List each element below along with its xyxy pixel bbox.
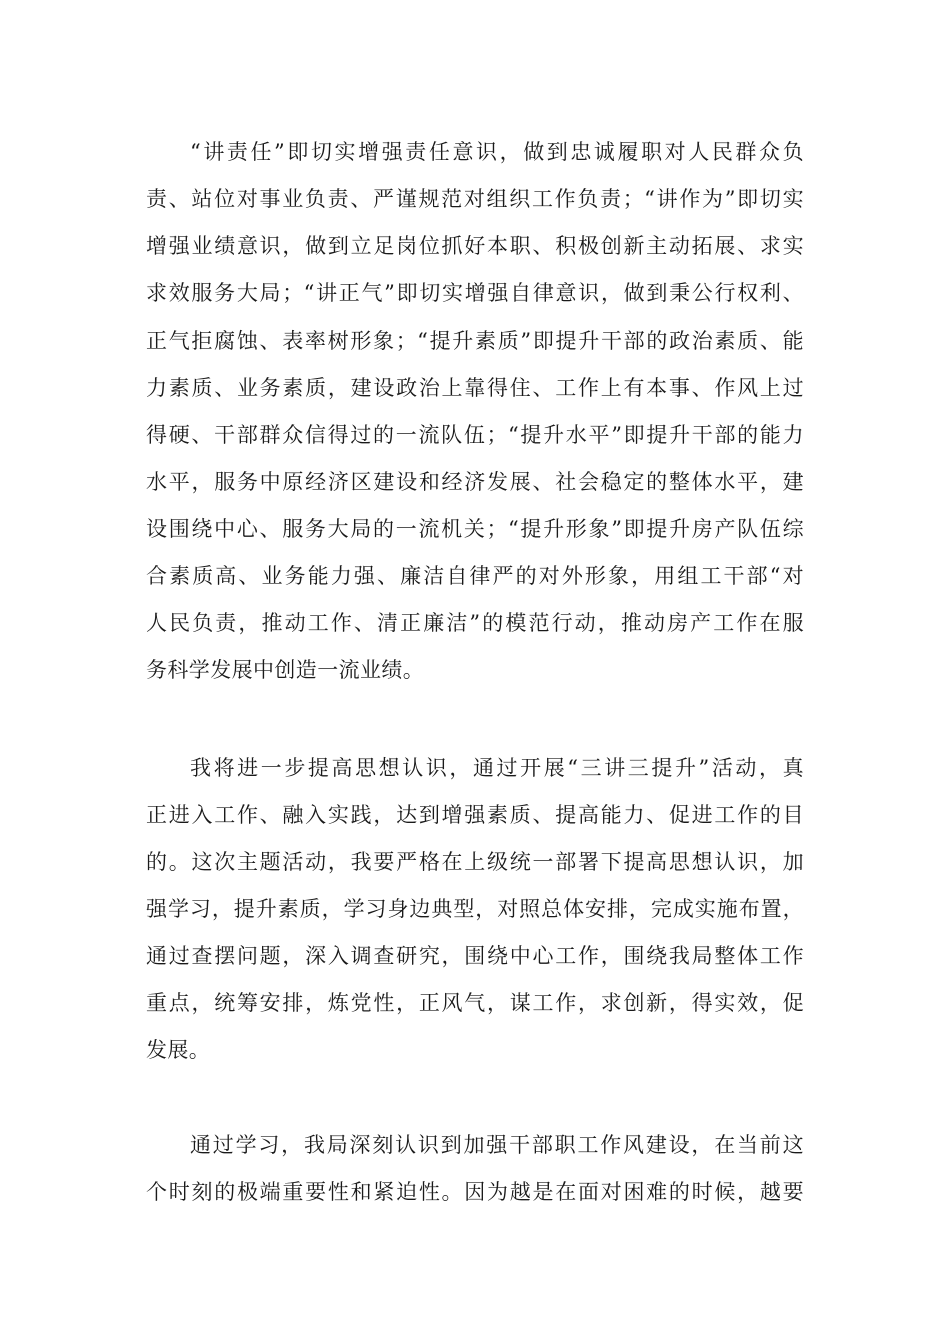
text-line: 发展。: [146, 1038, 211, 1062]
text-line: 求效服务大局；“讲正气”即切实增强自律意识，做到秉公行权利、: [146, 281, 804, 305]
text-line: 力素质、业务素质，建设政治上靠得住、工作上有本事、作风上过: [146, 376, 804, 400]
text-line: 个时刻的极端重要性和紧迫性。因为越是在面对困难的时候，越要: [146, 1180, 804, 1204]
text-line: 正进入工作、融入实践，达到增强素质、提高能力、促进工作的目: [146, 803, 804, 827]
text-line: 强学习，提升素质，学习身边典型，对照总体安排，完成实施布置，: [146, 897, 804, 921]
text-line: 正气拒腐蚀、表率树形象；“提升素质”即提升干部的政治素质、能: [146, 329, 804, 353]
text-line: 增强业绩意识，做到立足岗位抓好本职、积极创新主动拓展、求实: [146, 234, 804, 258]
text-line: 水平，服务中原经济区建设和经济发展、社会稳定的整体水平，建: [146, 470, 804, 494]
text-line: 人民负责，推动工作、清正廉洁”的模范行动，推动房产工作在服: [146, 611, 804, 635]
text-line: 的。这次主题活动，我要严格在上级统一部署下提高思想认识，加: [146, 850, 804, 874]
text-line: 合素质高、业务能力强、廉洁自律严的对外形象，用组工干部“对: [146, 564, 804, 588]
text-line: 得硬、干部群众信得过的一流队伍；“提升水平”即提升干部的能力: [146, 423, 804, 447]
text-line: 责、站位对事业负责、严谨规范对组织工作负责；“讲作为”即切实: [146, 187, 804, 211]
text-line: 务科学发展中创造一流业绩。: [146, 658, 425, 682]
text-line: 我将进一步提高思想认识，通过开展“三讲三提升”活动，真: [190, 756, 804, 780]
text-line: “讲责任”即切实增强责任意识，做到忠诚履职对人民群众负: [190, 140, 804, 164]
text-line: 通过查摆问题，深入调查研究，围绕中心工作，围绕我局整体工作: [146, 944, 804, 968]
text-line: 通过学习，我局深刻认识到加强干部职工作风建设，在当前这: [190, 1133, 804, 1157]
text-line: 重点，统筹安排，炼党性，正风气，谋工作，求创新，得实效，促: [146, 991, 804, 1015]
text-line: 设围绕中心、服务大局的一流机关；“提升形象”即提升房产队伍综: [146, 517, 804, 541]
